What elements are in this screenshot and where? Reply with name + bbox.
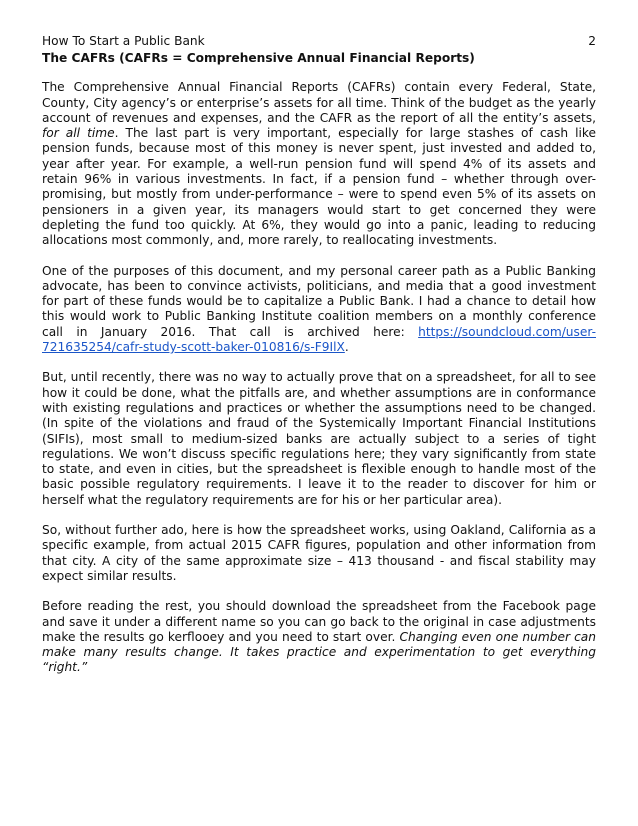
paragraph-text: Before reading the rest, you should download the spreadsheet from the Facebook page and save it under a different name so you can go back to the original in case adjustments make the results go kerflooey and you need to start over. xyxy=(42,599,596,644)
paragraph-purpose xyxy=(42,264,596,356)
page-number: 2 xyxy=(588,34,596,48)
page-header xyxy=(42,34,596,49)
paragraph-text: . xyxy=(344,340,349,355)
paragraph-oakland-example: So, without further ado, here is how the spreadsheet works, using Oakland, California as a specific example, from actual 2015 CAFR figures, population and other information from that city. A city of the same approximate size – 413 thousand - and fiscal stability may expect similar results. xyxy=(42,523,596,583)
paragraph-text: The Comprehensive Annual Financial Reports (CAFRs) contain every Federal, State, County, City agency’s or enterprise’s assets for all time. Think of the budget as the yearly account of revenues and expenses, and the CAFR as the report of all the entity’s assets, xyxy=(42,80,596,125)
paragraph-download-instructions xyxy=(42,599,596,675)
paragraph-text: One of the purposes of this document, and my personal career path as a Public Banking advocate, has been to convince activists, politicians, and media that a good investment for part of these funds would be to capitalize a Public Bank. I had a chance to detail how this would work to Public Banking Institute coalition members on a monthly conference call in January 2016. That call is archived here: xyxy=(42,263,596,339)
paragraph-text: . The last part is very important, especially for large stashes of cash like pension funds, because most of this money is never spent, just invested and added to, year after year. For example, a well-run pension fund will spend 4% of its assets and retain 96% in various investments. In fact, if a pension fund – whether through over-promising, but mostly from under-performance – were to spend even 5% of its assets on pensioners in a given year, its managers would start to get concerned they were depleting the fund too quickly. At 6%, they would go into a panic, leading to reducing allocations most commonly, and, more rarely, to reallocating investments. xyxy=(42,126,596,248)
running-title: How To Start a Public Bank xyxy=(42,34,205,48)
emphasis-text: Changing even one number can make many results change. It takes practice and experimentation to get everything “right.” xyxy=(42,629,596,675)
soundcloud-link[interactable]: https://soundcloud.com/user-721635254/cafr-study-scott-baker-010816/s-F9IlX xyxy=(42,324,596,355)
paragraph-cafr-definition xyxy=(42,80,596,248)
section-heading: The CAFRs (CAFRs = Comprehensive Annual Financial Reports) xyxy=(42,51,475,65)
paragraph-spreadsheet-proof: But, until recently, there was no way to actually prove that on a spreadsheet, for all to see how it could be done, what the pitfalls are, and whether assumptions are in conformance with existing regulations and practices or whether the assumptions need to be changed. (In spite of the violations and fraud of the Systemically Important Financial Institutions (SIFIs), most small to medium-sized banks are actually subject to a series of tight regulations. We won’t discuss specific regulations here; they vary significantly from state to state, and even in cities, but the spreadsheet is flexible enough to handle most of the basic possible regulatory requirements. I leave it to the reader to discover for him or herself what the regulatory requirements are for his or her particular area). xyxy=(42,370,596,507)
emphasis-text: for all time xyxy=(42,126,115,141)
